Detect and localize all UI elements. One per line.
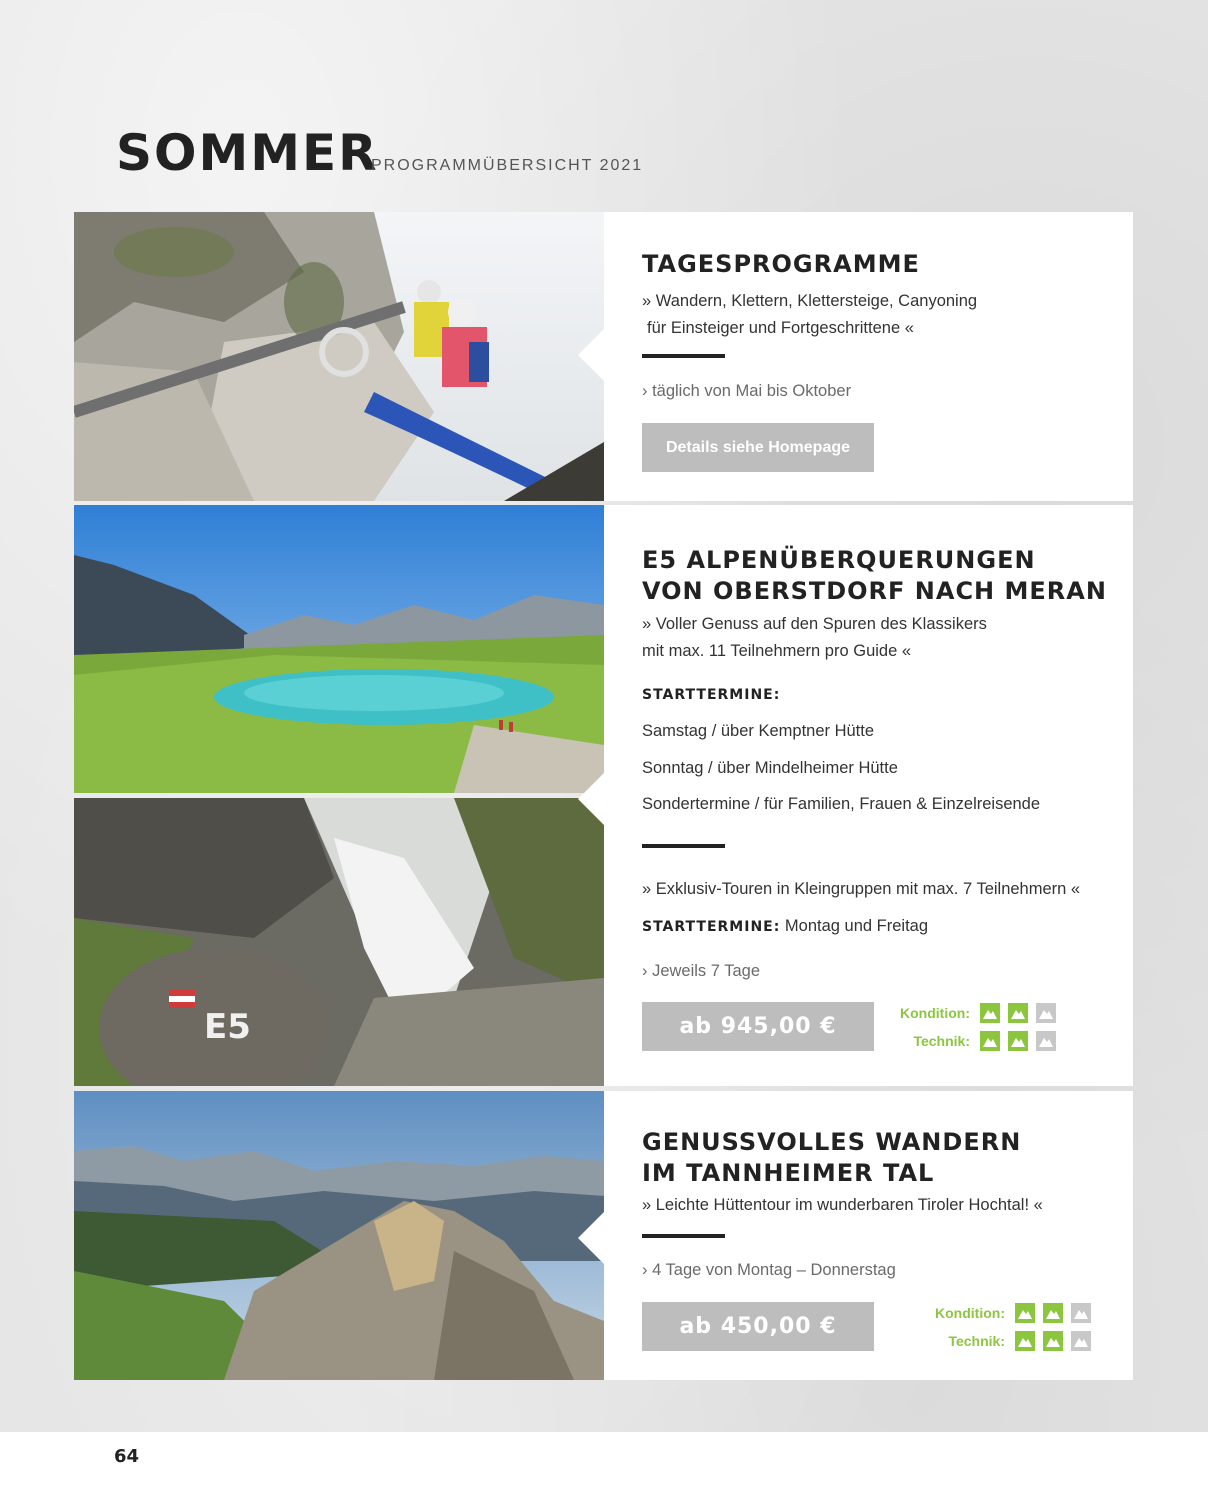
mountain-icon [1036,1003,1056,1023]
schedule-text: › täglich von Mai bis Oktober [642,382,852,400]
mountain-icon [1015,1331,1035,1351]
intro-line: » Leichte Hüttentour im wunderbaren Tiroler Hochtal! « [642,1196,1043,1214]
starttermine-heading: STARTTERMINE: [642,919,781,935]
date-item: Sonntag / über Mindelheimer Hütte [642,759,898,777]
section-title: GENUSSVOLLES WANDERN [642,1128,1022,1156]
date-item: Sondertermine / für Familien, Frauen & Einzelreisende [642,795,1041,813]
page-title: SOMMER [116,124,379,182]
mountain-icon [1043,1303,1063,1323]
kondition-rating [870,1002,1064,1024]
duration-text: › 4 Tage von Montag – Donnerstag [642,1261,896,1279]
photo-klettersteig [74,212,604,501]
starttermine-heading: STARTTERMINE: [642,687,781,703]
divider [642,844,725,848]
mountain-icon [1008,1003,1028,1023]
mountain-icon [1036,1031,1056,1051]
divider [642,354,725,358]
intro-line: » Wandern, Klettern, Klettersteige, Canyoning [642,292,978,310]
exclusive-text: » Exklusiv-Touren in Kleingruppen mit max. 7 Teilnehmern « [642,880,1081,898]
footer-band [0,1432,1208,1495]
e5-painted-marker: E5 [204,1007,251,1047]
page-subtitle: PROGRAMMÜBERSICHT 2021 [371,157,644,174]
card-pointer [578,773,604,825]
divider [642,1234,725,1238]
card-tagesprogramme [604,212,1133,501]
mountain-icon [980,1031,1000,1051]
price-badge: ab 450,00 € [642,1302,874,1351]
mountain-icon [1071,1303,1091,1323]
technik-icons [1015,1331,1099,1351]
kondition-label: Kondition: [900,1005,970,1021]
photo-tannheimer-tal [74,1091,604,1380]
price-badge: ab 945,00 € [642,1002,874,1051]
details-homepage-button[interactable]: Details siehe Homepage [642,423,874,472]
kondition-label: Kondition: [935,1305,1005,1321]
card-tannheimer-tal [604,1091,1133,1380]
section-title: VON OBERSTDORF NACH MERAN [642,577,1107,605]
mountain-icon [1043,1331,1063,1351]
date-item: Samstag / über Kemptner Hütte [642,722,875,740]
card-pointer [578,329,604,381]
card-e5-alpenueberquerung [604,505,1133,1086]
section-title: TAGESPROGRAMME [642,250,920,278]
technik-icons [980,1031,1064,1051]
intro-line: mit max. 11 Teilnehmern pro Guide « [642,642,912,660]
technik-label: Technik: [948,1333,1005,1349]
intro-line: für Einsteiger und Fortgeschrittene « [647,319,914,337]
section-title: E5 ALPENÜBERQUERUNGEN [642,546,1036,574]
section-title: IM TANNHEIMER TAL [642,1159,935,1187]
technik-rating [905,1330,1099,1352]
kondition-icons [980,1003,1064,1023]
mountain-icon [980,1003,1000,1023]
exclusive-dates [642,913,928,941]
intro-line: » Voller Genuss auf den Spuren des Klassikers [642,615,987,633]
mountain-icon [1015,1303,1035,1323]
technik-rating [870,1030,1064,1052]
technik-label: Technik: [913,1033,970,1049]
mountain-icon [1008,1031,1028,1051]
photo-e5-waterfall [74,798,604,1086]
photo-alpine-lake [74,505,604,793]
page-number: 64 [114,1446,140,1467]
kondition-rating [905,1302,1099,1324]
kondition-icons [1015,1303,1099,1323]
duration-text: › Jeweils 7 Tage [642,962,761,980]
mountain-icon [1071,1331,1091,1351]
exclusive-dates-value: Montag und Freitag [784,917,929,935]
card-pointer [578,1212,604,1264]
